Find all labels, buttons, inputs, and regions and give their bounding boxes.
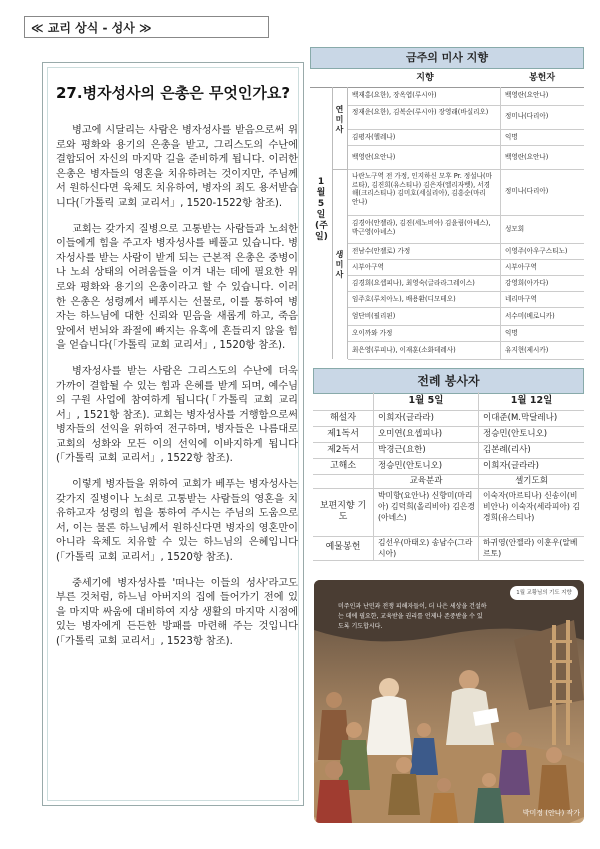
article-body (56, 124, 298, 661)
intention-text: 나란노구역 전 가정, 인지하신 모후 Pr. 정설나(마르타), 김진희(유스티나) 김은자(엘리자벳), 서경해(크리스티나) 김미호(세실리아), 김흥순(마리안나) (352, 172, 492, 206)
liturgy-offertory-row (313, 536, 584, 561)
intention-text: 백재홍(요한), 장옥엽(루시아) (352, 91, 437, 99)
article-paragraph: 병자성사를 받는 사람은 그리스도의 수난에 더욱 가까이 결합될 수 있는 힘과 은혜를 받게 되며, 예수님의 구원 사업에 참여하게 됩니다(「가톨릭 교회 교리서」, 1521항 참조). 교회는 병자성사를 거행함으로써 병자들의 선익을 위하여 전구하며, 병자들은 나름대로 교회의 성화와 모든 이의 선익에 이바지하게 됩니다(「가톨릭 교회 교리서」, 1522항 참조). (56, 365, 298, 465)
article-inner-frame (47, 67, 299, 801)
section-header: ≪ 교리 상식 - 성사 ≫ (24, 16, 269, 38)
mass-row (348, 129, 584, 146)
article-box (42, 62, 304, 806)
role-label: 보편지향 기 도 (319, 501, 367, 522)
intention-text: 김경희(요셉피나), 최영숙(글라라그레이스) (352, 279, 475, 287)
day-label: 1월5일(주일) (315, 177, 328, 242)
server-name: 정승민(안토니오) (478, 426, 584, 442)
liturgy-date-row (313, 392, 584, 411)
mass-row (348, 169, 584, 216)
mass-row (348, 145, 584, 170)
group-2: 셀기도회 (478, 474, 584, 488)
role-label: 고해소 (329, 461, 357, 471)
liturgy-prayer-row (313, 488, 584, 537)
liturgy-sub-row (313, 474, 584, 489)
offerer-text: 정미나(다리아) (500, 169, 584, 215)
prayer-intention-badge: 1월 교황님의 기도 지향 (510, 586, 578, 600)
intention-text: 김평자(헬레나) (352, 133, 396, 141)
section-requiem: 연미사 (332, 87, 348, 169)
section-living: 생미사 (332, 169, 348, 359)
offerer-text: 강영희(아가다) (500, 275, 584, 291)
server-name: 김선우(마태오) 송남수(그라시아) (373, 536, 478, 560)
article-paragraph: 병고에 시달리는 사람은 병자성사를 받음으로써 위로와 평화와 용기의 은총을 받고, 그리스도의 수난에 결합되어 자신의 마지막 길을 준비하게 됩니다. 이러한 은총은 병자들의 영혼을 치유하려는 것이지만, 주님께서 원하신다면 육체도 치유하여, 병자의 죄도 용서받습니다(「가톨릭 교회 교리서」, 1520-1522항 참조). (56, 125, 298, 209)
intention-text: 오이까와 가정 (352, 329, 393, 337)
mass-row (348, 87, 584, 106)
intention-text: 전남수(안젤로) 가정 (352, 247, 411, 255)
intention-text: 엄단비(필리핀) (352, 312, 396, 320)
liturgy-row (313, 442, 584, 459)
intention-text: 최은영(루피나), 이재훈(소화데레사) (352, 346, 456, 354)
offerer-text: 이영주(아우구스티노) (500, 243, 584, 259)
offerer-text: 익명 (500, 129, 584, 145)
article-title: 27.병자성사의 은총은 무엇인가요? (56, 84, 291, 102)
mass-row (348, 325, 584, 342)
prayer-intention-text: 미주인과 난민과 전쟁 피해자들이, 더 나은 세상을 건설하는 데에 필요한, 교육받을 권리를 언제나 존중받을 수 있도록 기도합시다. (338, 603, 487, 630)
server-name: 이희자(글라라) (373, 410, 478, 426)
col-header-offerer: 봉헌자 (528, 73, 556, 83)
mass-row (348, 105, 584, 130)
liturgy-table-title: 전례 봉사자 (313, 368, 584, 394)
server-name: 이희자(글라라) (478, 458, 584, 474)
mass-intention-table (310, 47, 584, 359)
mass-row (348, 307, 584, 326)
server-name: 오미연(요셉피나) (373, 426, 478, 442)
server-name: 이대준(M.막달레나) (478, 410, 584, 426)
intention-text: 임주호(루치아노), 배용환(디모테오) (352, 295, 456, 303)
offerer-text: 시부아구역 (500, 259, 584, 275)
offerer-text: 유지현(제시카) (500, 341, 584, 359)
day-cell (310, 87, 333, 359)
server-name: 박경근(요한) (373, 442, 478, 458)
mass-row (348, 243, 584, 260)
server-name: 김본례(리사) (478, 442, 584, 458)
pope-prayer-illustration (314, 580, 584, 823)
role-label: 예물봉헌 (325, 542, 361, 552)
liturgy-servers-table (313, 368, 584, 560)
article-paragraph: 이렇게 병자들을 위하여 교회가 베푸는 병자성사는 갖가지 질병이나 노쇠로 고통받는 사람들의 영혼을 치유하고자 성령의 힘을 통하여 주시는 주님의 도움으로서, 이는 물론 하느님께서 원하신다면 병자의 영혼만이 아니라 육체도 치유할 수 있는 하느님의 은혜입니다(「가톨릭 교회 교리서」, 1520항 참조). (56, 479, 298, 564)
role-label: 제1독서 (327, 429, 359, 439)
offerer-text: 서수미(베로니카) (500, 307, 584, 325)
server-name: 정승민(안토니오) (373, 458, 478, 474)
group-1: 교육분과 (373, 474, 478, 488)
mass-table-title: 금주의 미사 지향 (310, 47, 584, 69)
col-header-intention: 지향 (416, 73, 434, 83)
server-name: 박미향(요안나) 신향미(마리아) 김덕희(올리비아) 김은경(아녜스) (373, 488, 478, 536)
intention-text: 시부아구역 (352, 263, 384, 271)
mass-row (348, 291, 584, 308)
offerer-text: 백영란(요안나) (500, 145, 584, 169)
artist-credit: 박미정 (안나) 작가 (522, 809, 580, 817)
server-name: 하귀영(안젤라) 이훈우(알베르토) (478, 536, 584, 560)
date-2: 1월 12일 (478, 392, 584, 410)
mass-row (348, 215, 584, 244)
intention-text: 김경아(안젤라), 김진(세노비아) 김윤림(아녜스), 박근영(아녜스) (352, 219, 491, 236)
role-label: 제2독서 (327, 445, 359, 455)
liturgy-row (313, 458, 584, 475)
mass-row (348, 341, 584, 360)
date-1: 1월 5일 (373, 392, 478, 410)
offerer-text: 백영란(요안나) (500, 87, 584, 105)
offerer-text: 성모회 (500, 215, 584, 243)
server-name: 이숙자(마르티나) 신송이(비비안나) 이숙자(세라피아) 김경희(유스티나) (478, 488, 584, 536)
offerer-text: 네리마구역 (500, 291, 584, 307)
mass-row (348, 275, 584, 292)
liturgy-row (313, 426, 584, 443)
intention-text: 정재운(요한), 김복순(루시아) 장영래(바실리오) (352, 108, 489, 116)
intention-text: 백영란(요안나) (352, 153, 396, 161)
mass-row (348, 259, 584, 276)
liturgy-row (313, 410, 584, 427)
article-paragraph: 중세기에 병자성사를 '떠나는 이들의 성사'라고도 부른 것처럼, 하느님 아버지의 집에 들어가기 전에 있을 마지막 싸움에 대비하여 지상 생활의 마지막 시점에 있는 병자에게 든든한 방패를 마련해 주는 것입니다(「가톨릭 교회 교리서」, 1523항 참조). (56, 577, 298, 647)
offerer-text: 정미나(다리아) (500, 105, 584, 129)
offerer-text: 익명 (500, 325, 584, 341)
role-label: 해설자 (329, 413, 357, 423)
article-paragraph: 교회는 갖가지 질병으로 고통받는 사람들과 노쇠한 이들에게 힘을 주고자 병자성사를 베풀고 있습니다. 병자성사를 받는 사람이 받게 되는 근본적 은총은 중병이나 노쇠 상태의 어려움들을 이겨 내는 데에 필요한 위로와 평화와 용기의 은총이라고 할 수 있습니다. 이러한 은총은 성령께서 베푸시는 선물로, 이를 통하여 병자는 하느님에 대한 신뢰와 믿음을 새롭게 하고, 죽음 앞에서 번뇌와 좌절에 빠지는 유혹에 흔들리지 않을 힘을 얻습니다(「가톨릭 교회 교리서」, 1520항 참조). (56, 223, 298, 352)
